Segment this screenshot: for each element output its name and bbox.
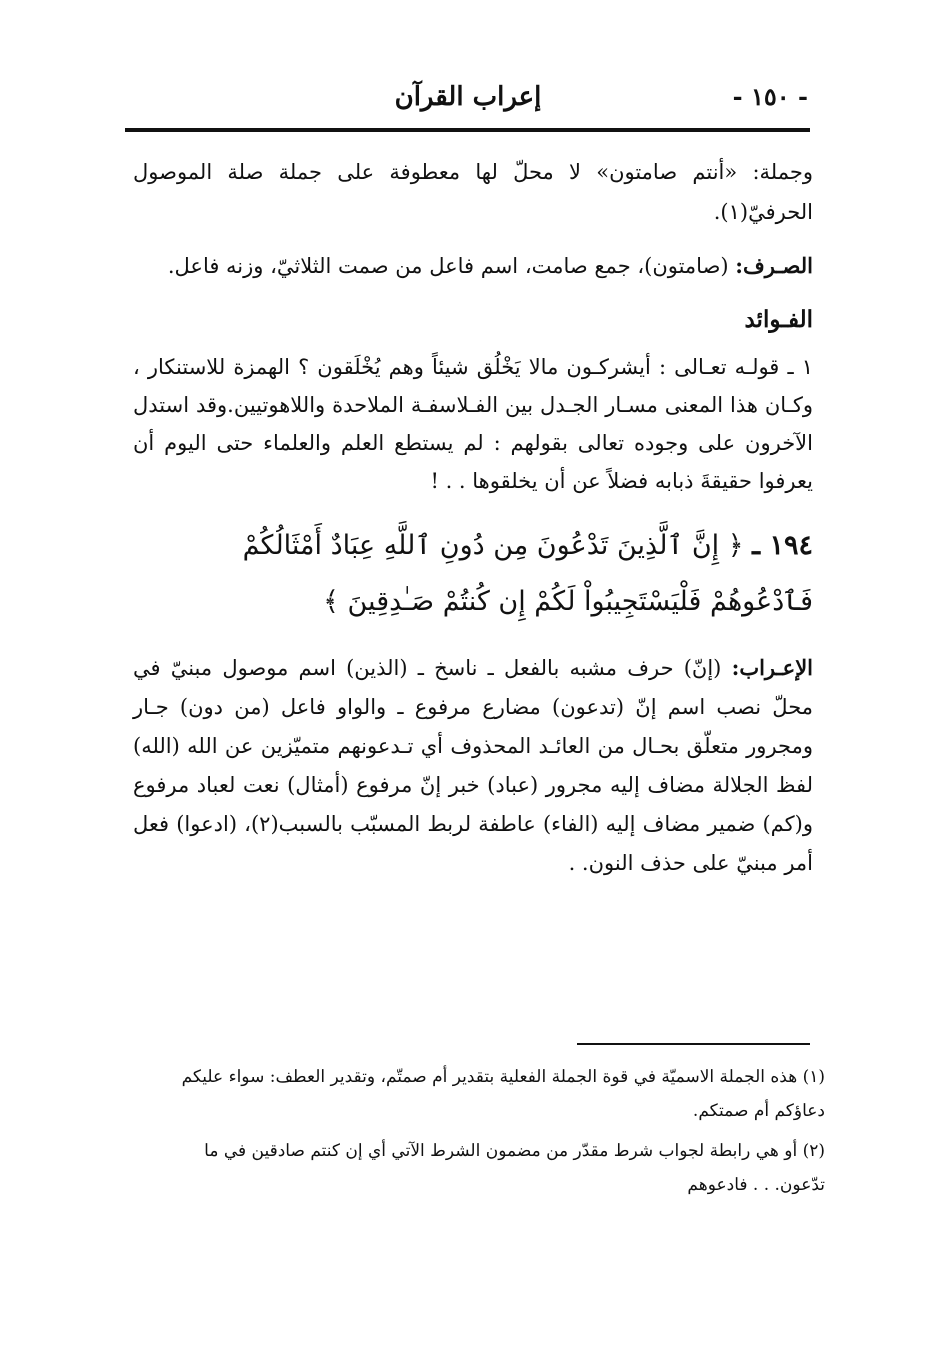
footnote-2: (٢) أو هي رابطة لجواب شرط مقدّر من مضمون الشرط الآتي أي إن كنتم صادقين في ما تدّعون. . . فادعوهم	[204, 1141, 825, 1195]
irab-text: (إنّ) حرف مشبه بالفعل ـ ناسخ ـ (الذين) اسم موصول مبنيّ في محلّ نصب اسم إنّ (تدعون) مضارع مرفوع ـ والواو فاعل (من دون) جـار ومجرور متعلّق بحـال من العائـد المحذوف أي تـدعونهم متميّزين عن الله (الله) لفظ الجلالة مضاف إليه مجرور (عباد) خبر إنّ مرفوع (أمثال) نعت لعباد مرفوع و(كم) ضمير مضاف إليه (الفاء) عاطفة لربط المسبّب بالسبب(٢)، (ادعوا) فعل أمر مبنيّ على حذف النون. .	[133, 656, 813, 875]
verse-text: ﴿ إِنَّ ٱلَّذِينَ تَدْعُونَ مِن دُونِ ٱللَّهِ عِبَادٌ أَمْثَالُكُمْ فَٱدْعُوهُمْ فَلْيَسْتَجِيبُواْ لَكُمْ إِن كُنتُمْ صَـٰدِقِينَ ﴾	[242, 530, 813, 617]
main-text	[133, 152, 813, 883]
verse-number: ١٩٤ ـ	[752, 530, 813, 561]
book-title: إعراب القرآن	[394, 82, 542, 112]
paragraph-sarf	[133, 246, 813, 286]
footnotes	[160, 1060, 825, 1208]
page-header	[128, 78, 808, 122]
footnote-divider	[577, 1043, 810, 1045]
header-divider	[125, 128, 810, 132]
page-number: - ١٥٠ -	[732, 82, 808, 111]
paragraph-irab	[133, 648, 813, 883]
paragraph-jumla: وجملة: «أنتم صامتون» لا محلّ لها معطوفة على جملة صلة الموصول الحرفيّ(١).	[133, 160, 813, 224]
sarf-label: الصـرف:	[735, 253, 813, 278]
irab-label: الإعـراب:	[731, 655, 813, 680]
footnote-1: (١) هذه الجملة الاسميّة في قوة الجملة الفعلية بتقدير أم صمتّم، وتقدير العطف: سواء عليكم دعاؤكم أم صمتكم.	[181, 1067, 825, 1121]
quran-verse	[133, 518, 813, 630]
fawaid-heading: الفـوائد	[744, 306, 813, 333]
benefit-paragraph: ١ ـ قولـه تعـالى : أيشركـون مالا يَخْلُق شيئاً وهم يُخْلَقون ؟ الهمزة للاستنكار ، وكـان هذا المعنى مسـار الجـدل بين الفـلاسفـة الملاحدة واللاهوتيين.وقد استدل الآخرون على وجوده تعالى بقولهم : لم يستطع العلم والعلماء حتى اليوم أن يعرفوا حقيقةَ ذبابه فضلاً عن أن يخلقوها . . !	[133, 355, 813, 493]
sarf-text: (صامتون)، جمع صامت، اسم فاعل من صمت الثلاثيّ، وزنه فاعل.	[167, 254, 729, 278]
